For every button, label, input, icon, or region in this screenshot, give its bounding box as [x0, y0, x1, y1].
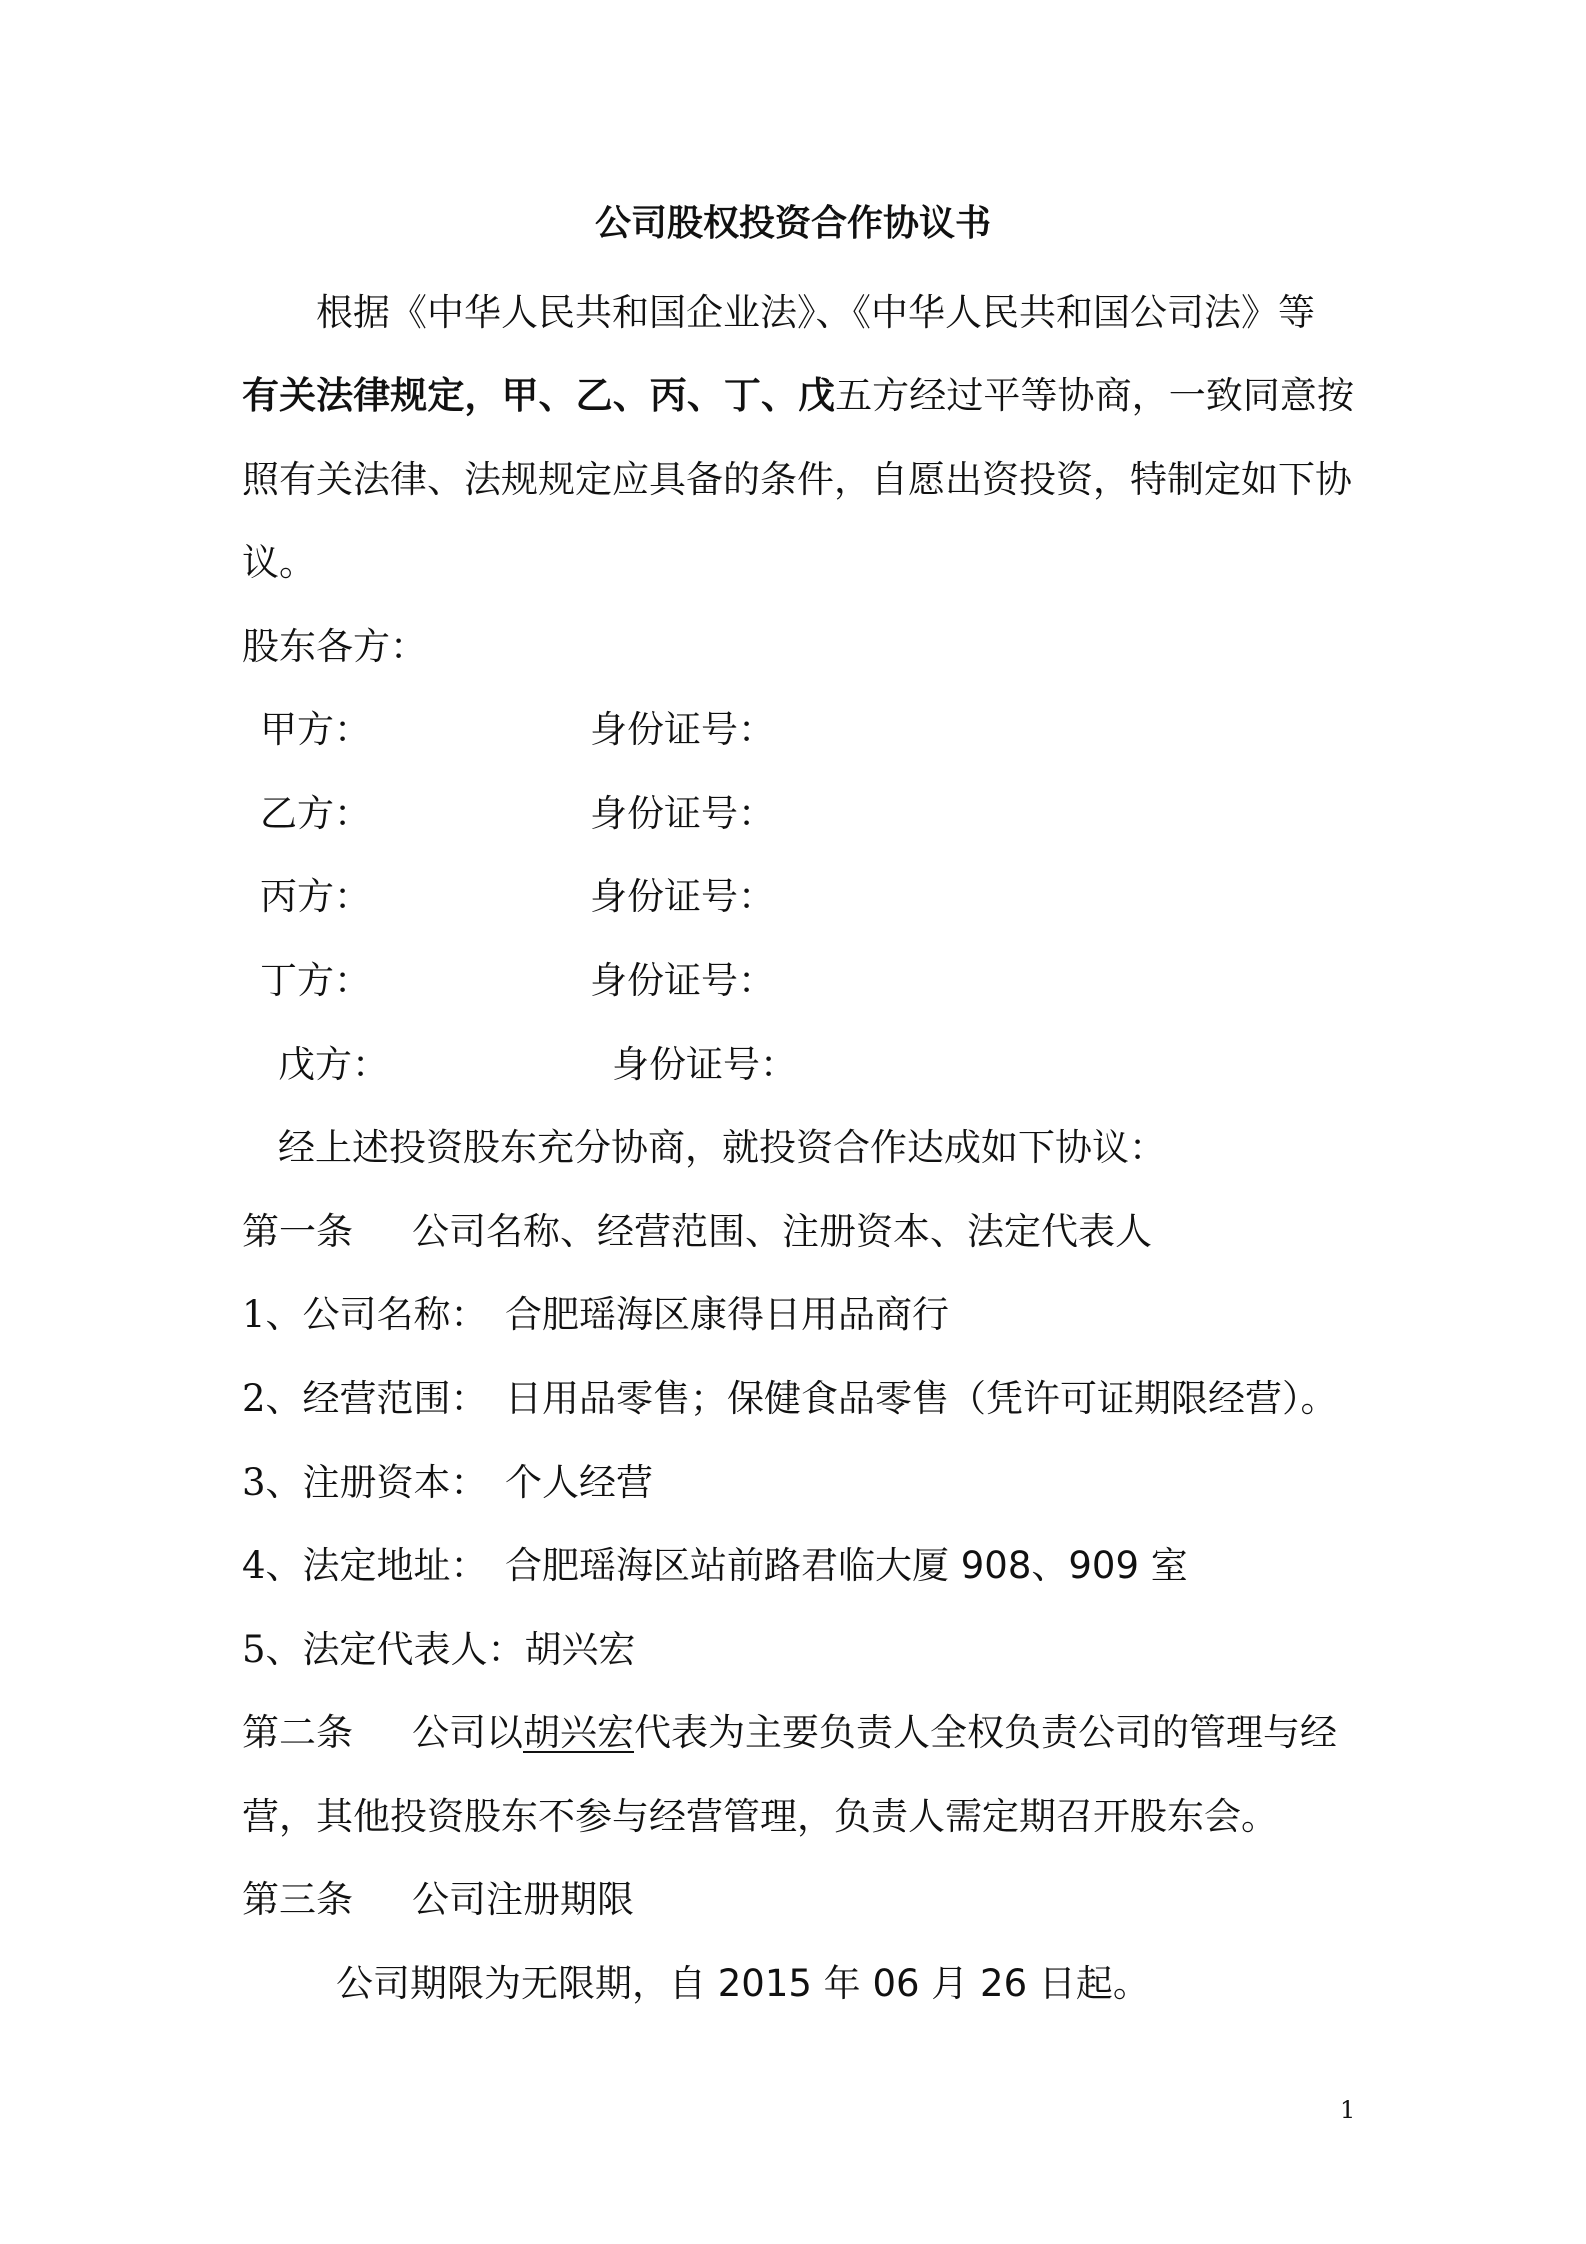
party-row-wu: [278, 1041, 389, 1089]
item-number: 5、: [242, 1628, 303, 1671]
party-row-jia: [260, 706, 371, 754]
party-id-jia: [590, 706, 775, 754]
party-id-label: 身份证号：: [590, 792, 775, 835]
item-number: 4、: [242, 1544, 303, 1587]
article1-item-1: [242, 1291, 488, 1339]
intro-line-2: [242, 372, 1354, 420]
intro-text-4: 议。: [242, 541, 316, 584]
intro-line-1: [316, 289, 1315, 337]
article1-title: 公司名称、经营范围、注册资本、法定代表人: [412, 1210, 1152, 1253]
item-label: 法定地址：: [302, 1544, 488, 1587]
article1-item-1-value: 合肥瑶海区康得日用品商行: [505, 1293, 949, 1336]
article1-item-5: [242, 1626, 636, 1674]
intro-text-1: 根据《中华人民共和国企业法》、《中华人民共和国公司法》等: [316, 291, 1315, 334]
shareholders-heading: 股东各方：: [242, 625, 427, 668]
party-id-yi: [590, 790, 775, 838]
item-label: 法定代表人：: [302, 1628, 525, 1671]
party-id-label: 身份证号：: [590, 959, 775, 1002]
intro-text-2-bold: 有关法律规定，甲、乙、丙、丁、戊: [242, 374, 836, 417]
agreement-lead: 经上述投资股东充分协商，就投资合作达成如下协议：: [278, 1126, 1166, 1169]
intro-line-4: [242, 539, 316, 587]
item-number: 1、: [242, 1293, 303, 1336]
article1-item-3: [242, 1459, 488, 1507]
article1-item-4: [242, 1542, 488, 1590]
item-number: 2、: [242, 1377, 303, 1420]
party-label: 丙方：: [260, 875, 371, 918]
party-row-bing: [260, 873, 371, 921]
article1-item-2-value: 日用品零售；保健食品零售（凭许可证期限经营）。: [505, 1377, 1338, 1420]
document-title: 公司股权投资合作协议书: [594, 203, 991, 244]
party-label: 甲方：: [260, 708, 371, 751]
party-id-label: 身份证号：: [590, 875, 775, 918]
intro-text-2-rest: 五方经过平等协商，一致同意按: [835, 374, 1355, 417]
item-value: 胡兴宏: [524, 1628, 636, 1671]
party-id-ding: [590, 957, 775, 1005]
article1-item-3-value: 个人经营: [505, 1461, 653, 1504]
article2-line-2: 营，其他投资股东不参与经营管理，负责人需定期召开股东会。: [242, 1795, 1278, 1838]
party-label: 丁方：: [260, 959, 371, 1002]
article2-line-1: [412, 1709, 1337, 1757]
party-id-wu: [612, 1041, 797, 1089]
party-id-label: 身份证号：: [612, 1043, 797, 1086]
article1-number: 第一条: [242, 1210, 353, 1253]
intro-line-3: [242, 456, 1352, 504]
article2-text-after: 代表为主要负责人全权负责公司的管理与经: [634, 1711, 1337, 1754]
party-id-bing: [590, 873, 775, 921]
article1-item-4-value: 合肥瑶海区站前路君临大厦 908、909 室: [505, 1544, 1188, 1587]
intro-text-3: 照有关法律、法规规定应具备的条件，自愿出资投资，特制定如下协: [242, 458, 1352, 501]
article2-text-before: 公司以: [412, 1711, 523, 1754]
article2-name: 胡兴宏: [523, 1711, 634, 1754]
party-row-ding: [260, 957, 371, 1005]
party-label: 乙方：: [260, 792, 371, 835]
party-id-label: 身份证号：: [590, 708, 775, 751]
item-number: 3、: [242, 1461, 303, 1504]
page-number: 1: [1340, 2096, 1356, 2124]
article3-text: 公司期限为无限期，自 2015 年 06 月 26 日起。: [336, 1962, 1150, 2005]
item-label: 经营范围：: [302, 1377, 488, 1420]
item-label: 公司名称：: [302, 1293, 488, 1336]
article1-item-2: [242, 1375, 488, 1423]
item-label: 注册资本：: [302, 1461, 488, 1504]
article3-number: 第三条: [242, 1878, 353, 1921]
party-row-yi: [260, 790, 371, 838]
party-label: 戊方：: [278, 1043, 389, 1086]
article3-title: 公司注册期限: [412, 1878, 634, 1921]
article2-number: 第二条: [242, 1711, 353, 1754]
